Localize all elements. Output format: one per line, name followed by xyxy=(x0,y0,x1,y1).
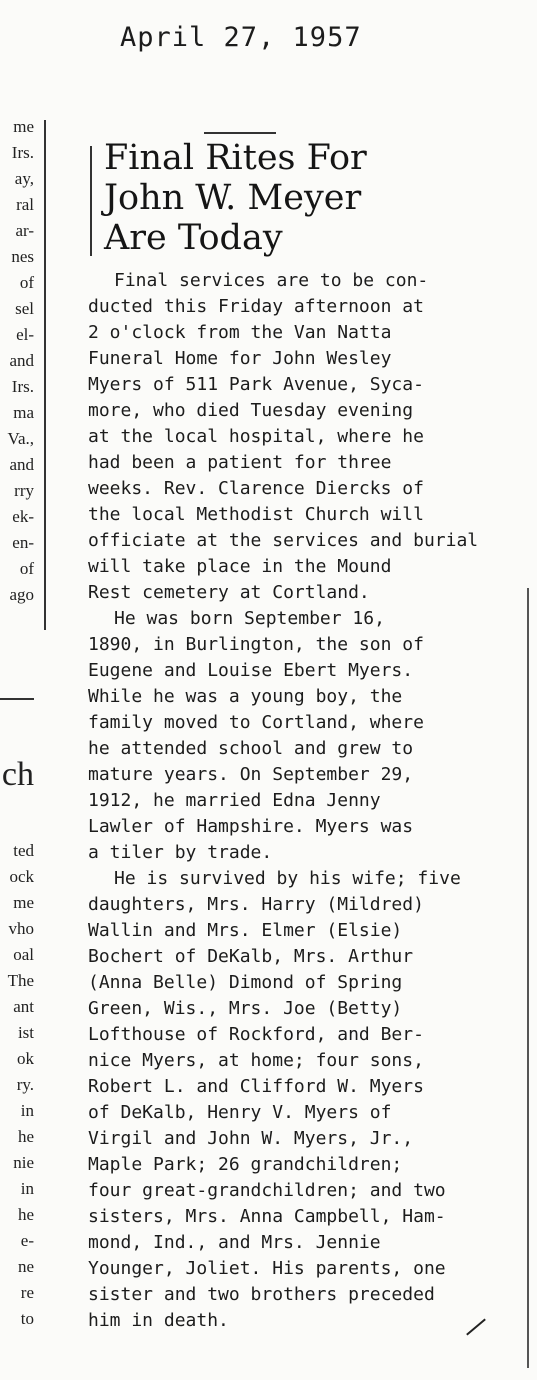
article-line: He was born September 16, xyxy=(114,608,385,629)
dateline: April 27, 1957 xyxy=(120,22,362,53)
fragment-line: ma xyxy=(13,403,34,422)
fragment-line: of xyxy=(19,273,34,292)
article-line: mature years. On September 29, xyxy=(88,764,414,785)
article-line: Green, Wis., Mrs. Joe (Betty) xyxy=(88,998,403,1019)
article-line: him in death. xyxy=(88,1310,229,1331)
fragment-line: ago xyxy=(9,585,34,604)
article-line: 1912, he married Edna Jenny xyxy=(88,790,381,811)
fragment-line: in xyxy=(20,1179,34,1198)
article-line: Bochert of DeKalb, Mrs. Arthur xyxy=(88,946,414,967)
headline-line: John W. Meyer xyxy=(104,178,362,218)
fragment-line: sel xyxy=(15,299,34,318)
fragment-line: in xyxy=(20,1101,34,1120)
article-line: Lawler of Hampshire. Myers was xyxy=(88,816,414,837)
fragment-line: vho xyxy=(8,919,34,938)
obituary-article xyxy=(88,138,503,1334)
fragment-line: ted xyxy=(13,841,34,860)
article-line: 1890, in Burlington, the son of xyxy=(88,634,424,655)
fragment-line: Va., xyxy=(7,429,34,448)
article-line: (Anna Belle) Dimond of Spring xyxy=(88,972,403,993)
article-line: a tiler by trade. xyxy=(88,842,273,863)
column-divider-left xyxy=(44,120,46,630)
article-line: Lofthouse of Rockford, and Ber- xyxy=(88,1024,424,1045)
paragraph-biography xyxy=(88,606,503,866)
fragment-line: and xyxy=(9,351,34,370)
article-line: mond, Ind., and Mrs. Jennie xyxy=(88,1232,381,1253)
article-line: family moved to Cortland, where xyxy=(88,712,424,733)
fragment-line: me xyxy=(13,117,34,136)
article-line: sister and two brothers preceded xyxy=(88,1284,435,1305)
fragment-line: ock xyxy=(9,867,34,886)
article-line: four great-grandchildren; and two xyxy=(88,1180,446,1201)
article-line: he attended school and grew to xyxy=(88,738,414,759)
fragment-line: ry. xyxy=(16,1075,34,1094)
fragment-line: and xyxy=(9,455,34,474)
article-top-rule xyxy=(204,132,276,134)
article-line: officiate at the services and burial xyxy=(88,530,479,551)
fragment-line: ay, xyxy=(14,169,34,188)
fragment-line: ist xyxy=(17,1023,34,1042)
article-line: Rest cemetery at Cortland. xyxy=(88,582,370,603)
article-line: sisters, Mrs. Anna Campbell, Ham- xyxy=(88,1206,446,1227)
fragment-line: nie xyxy=(13,1153,34,1172)
left-column-upper xyxy=(0,114,34,608)
fragment-line: he xyxy=(17,1127,34,1146)
fragment-line: Irs. xyxy=(11,143,34,162)
fragment-line: of xyxy=(19,559,34,578)
article-line: Wallin and Mrs. Elmer (Elsie) xyxy=(88,920,403,941)
article-line: the local Methodist Church will xyxy=(88,504,424,525)
fragment-line: oal xyxy=(13,945,34,964)
article-line: weeks. Rev. Clarence Diercks of xyxy=(88,478,424,499)
headline-line: Final Rites For xyxy=(104,138,367,178)
article-line: Final services are to be con- xyxy=(114,270,429,291)
article-line: Maple Park; 26 grandchildren; xyxy=(88,1154,403,1175)
paragraph-services xyxy=(88,268,503,606)
margin-mark-right xyxy=(527,588,529,1368)
fragment-line: rry xyxy=(14,481,34,500)
fragment-line: el- xyxy=(16,325,34,344)
paragraph-survivors xyxy=(88,866,503,1334)
fragment-line: e- xyxy=(20,1231,34,1250)
fragment-line: me xyxy=(13,893,34,912)
fragment-line: ne xyxy=(17,1257,34,1276)
fragment-line: The xyxy=(7,971,34,990)
fragment-line: nes xyxy=(11,247,34,266)
fragment-line: re xyxy=(20,1283,34,1302)
article-line: daughters, Mrs. Harry (Mildred) xyxy=(88,894,424,915)
fragment-line: Irs. xyxy=(11,377,34,396)
article-line: 2 o'clock from the Van Natta xyxy=(88,322,392,343)
article-line: He is survived by his wife; five xyxy=(114,868,461,889)
fragment-line: en- xyxy=(12,533,34,552)
left-column-heading: ch xyxy=(1,756,34,793)
article-line: more, who died Tuesday evening xyxy=(88,400,414,421)
article-line: While he was a young boy, the xyxy=(88,686,403,707)
article-line: Virgil and John W. Myers, Jr., xyxy=(88,1128,414,1149)
article-line: at the local hospital, where he xyxy=(88,426,424,447)
fragment-line: ar- xyxy=(15,221,34,240)
article-line: Robert L. and Clifford W. Myers xyxy=(88,1076,424,1097)
article-line: had been a patient for three xyxy=(88,452,392,473)
article-line: Myers of 511 Park Avenue, Syca- xyxy=(88,374,424,395)
fragment-line: ok xyxy=(17,1049,34,1068)
fragment-line: to xyxy=(20,1309,34,1328)
fragment-line: ek- xyxy=(12,507,34,526)
article-line: Eugene and Louise Ebert Myers. xyxy=(88,660,414,681)
article-line: Younger, Joliet. His parents, one xyxy=(88,1258,446,1279)
article-line: will take place in the Mound xyxy=(88,556,392,577)
left-column-lower xyxy=(0,838,34,1332)
headline-line: Are Today xyxy=(104,218,283,258)
fragment-line: ant xyxy=(13,997,34,1016)
fragment-line: he xyxy=(17,1205,34,1224)
article-line: nice Myers, at home; four sons, xyxy=(88,1050,424,1071)
article-line: ducted this Friday afternoon at xyxy=(88,296,424,317)
article-headline xyxy=(104,138,503,258)
fragment-line: ral xyxy=(16,195,34,214)
section-rule-left xyxy=(0,698,34,700)
article-line: Funeral Home for John Wesley xyxy=(88,348,392,369)
article-line: of DeKalb, Henry V. Myers of xyxy=(88,1102,392,1123)
